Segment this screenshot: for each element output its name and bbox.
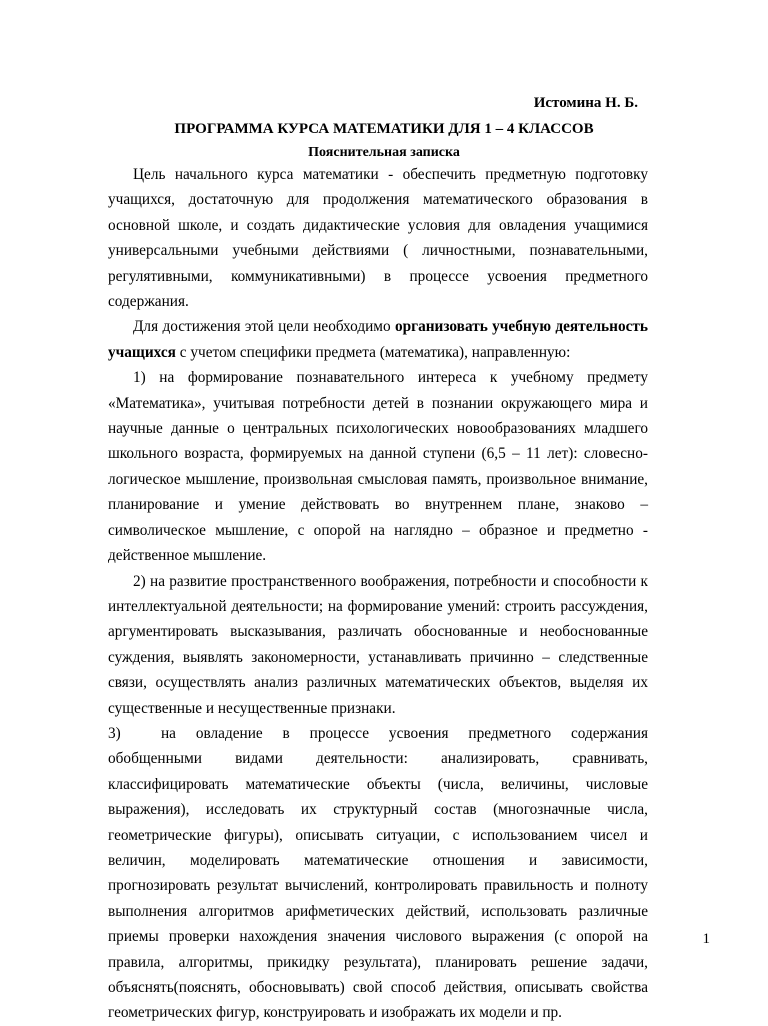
page-title: ПРОГРАММА КУРСА МАТЕМАТИКИ ДЛЯ 1 – 4 КЛАССОВ	[174, 121, 594, 137]
paragraph-activity-lead: Для достижения этой цели необходимо	[133, 318, 395, 336]
paragraph-activity	[108, 314, 648, 365]
author-name: Истомина Н. Б.	[533, 95, 638, 111]
document-body	[108, 162, 648, 1026]
list-item-3-text: на овладение в процессе усвоения предметного содержания обобщенными видами деятельности: анализировать, сравнивать, классифицировать математические объекты (числа, величины, числовые выражения), исследовать их структурный состав (многозначные числа, геометрические фигуры), описывать ситуации, с использованием чисел и величин, моделировать математические отношения и зависимости, прогнозировать результат вычислений, контролировать правильность и полноту выполнения алгоритмов арифметических действий, использовать различные приемы проверки нахождения значения числового выражения (с опорой на правила, алгоритмы, прикидку результата), планировать решение задачи, объяснять(пояснять, обосновывать) свой способ действия, описывать свойства геометрических фигур, конструировать и изображать их модели и пр.	[108, 724, 648, 1022]
page-number: 1	[702, 931, 710, 947]
paragraph-activity-tail: с учетом специфики предмета (математика), направленную:	[175, 343, 571, 361]
section-subtitle: Пояснительная записка	[308, 145, 460, 160]
list-item-3	[108, 721, 648, 1026]
list-item-3-number: 3)	[108, 724, 121, 742]
paragraph-activity-emphasis: организовать учебную деятельность учащихся	[108, 318, 649, 361]
list-item-2: 2) на развитие пространственного воображения, потребности и способности к интеллектуальной деятельности; на формирование умений: строить рассуждения, аргументировать высказывания, различать обоснованные и необоснованные суждения, выявлять закономерности, устанавливать причинно – следственные связи, осуществлять анализ различных математических объектов, выделяя их существенные и несущественные признаки.	[108, 572, 648, 717]
paragraph-goal: Цель начального курса математики - обеспечить предметную подготовку учащихся, достаточную для продолжения математического образования в основной школе, и создать дидактические условия для овладения учащимися универсальными учебными действиями ( личностными, познавательными, регулятивными, коммуникативными) в процессе усвоения предметного содержания.	[108, 166, 648, 311]
list-item-1: 1) на формирование познавательного интереса к учебному предмету «Математика», учитывая потребности детей в познании окружающего мира и научные данные о центральных психологических новообразованиях младшего школьного возраста, формируемых на данной ступени (6,5 – 11 лет): словесно-логическое мышление, произвольная смысловая память, произвольное внимание, планирование и умение действовать во внутреннем плане, знаково – символическое мышление, с опорой на наглядно – образное и предметно - действенное мышление.	[108, 369, 648, 565]
